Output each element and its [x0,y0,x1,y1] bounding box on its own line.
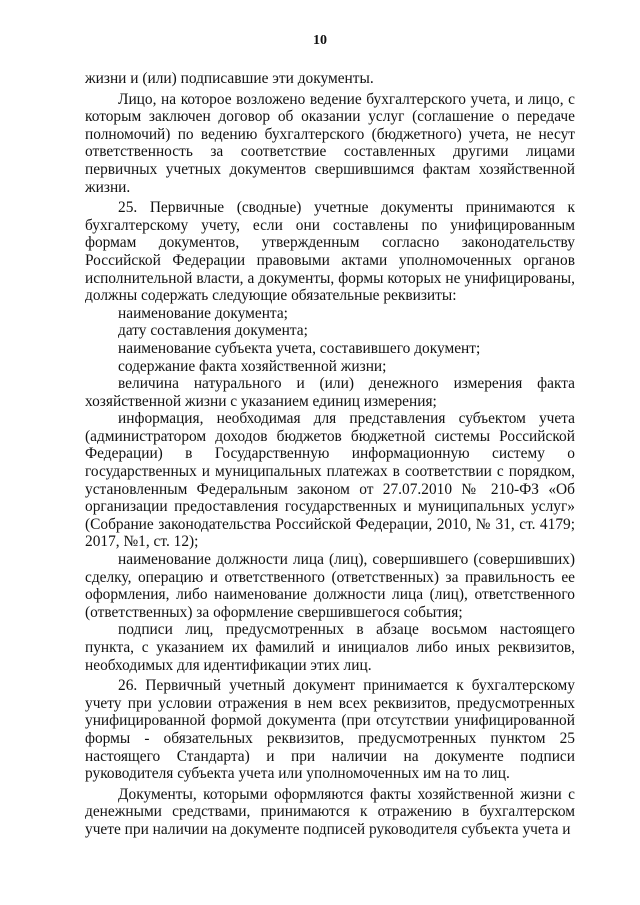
requisite-entity-name: наименование субъекта учета, составившего документ; [118,339,481,357]
requisite-document-name: наименование документа; [118,304,288,322]
paragraph-cash-documents: Документы, которыми оформляются факты хозяйственной жизни с денежными средствами, принимаются к отражению в бухгалтерском учете при наличии на документе подписей руководителя субъекта учета и [85,785,575,838]
document-body [85,70,575,839]
paragraph-continuation: жизни и (или) подписавшие эти документы. [85,70,374,87]
requisite-position-names: наименование должности лица (лиц), совершившего (совершивших) сделку, операцию и ответственного (ответственных) за правильность ее оформления, либо наименование должности лица (лиц), ответственного (ответственных) за оформление свершившегося события; [85,551,575,621]
paragraph-item-25: 25. Первичные (сводные) учетные документы принимаются к бухгалтерскому учету, если они составлены по унифицированным формам документов, утвержденным согласно законодательству Российской Федерации правовыми актами уполномоченных органов исполнительной власти, а документы, формы которых не унифицированы, должны содержать следующие обязательные реквизиты: [85,199,575,305]
requisite-fact-content: содержание факта хозяйственной жизни; [118,357,387,375]
requisite-date: дату составления документа; [118,322,308,340]
page-number: 10 [313,33,327,48]
requisite-signatures: подписи лиц, предусмотренных в абзаце восьмом настоящего пункта, с указанием их фамилий и инициалов либо иных реквизитов, необходимых для идентификации этих лиц. [85,621,575,674]
paragraph-accountant-responsibility: Лицо, на которое возложено ведение бухгалтерского учета, и лицо, с которым заключен договор об оказании услуг (соглашение о передаче полномочий) по ведению бухгалтерского (бюджетного) учета, не несут ответственность за соответствие составленных другими лицами первичных учетных документов свершившимся фактам хозяйственной жизни. [85,90,575,196]
requisite-measurement: величина натурального и (или) денежного измерения факта хозяйственной жизни с указанием единиц измерения; [85,375,575,410]
requisite-gis-information: информация, необходимая для представления субъектом учета (администратором доходов бюджетов бюджетной системы Российской Федерации) в Государственную информационную систему о государственных и муниципальных платежах в соответствии с порядком, установленным Федеральным законом от 27.07.2010 № 210-ФЗ «Об организации предоставления государственных и муниципальных услуг» (Собрание законодательства Российской Федерации, 2010, № 31, ст. 4179; 2017, №1, ст. 12); [85,410,575,551]
paragraph-item-26: 26. Первичный учетный документ принимается к бухгалтерскому учету при условии отражения в нем всех реквизитов, предусмотренных унифицированной формой документа (при отсутствии унифицированной формы - обязательных реквизитов, предусмотренных пунктом 25 настоящего Стандарта) и при наличии на документе подписи руководителя субъекта учета или уполномоченных им на то лиц. [85,677,575,783]
